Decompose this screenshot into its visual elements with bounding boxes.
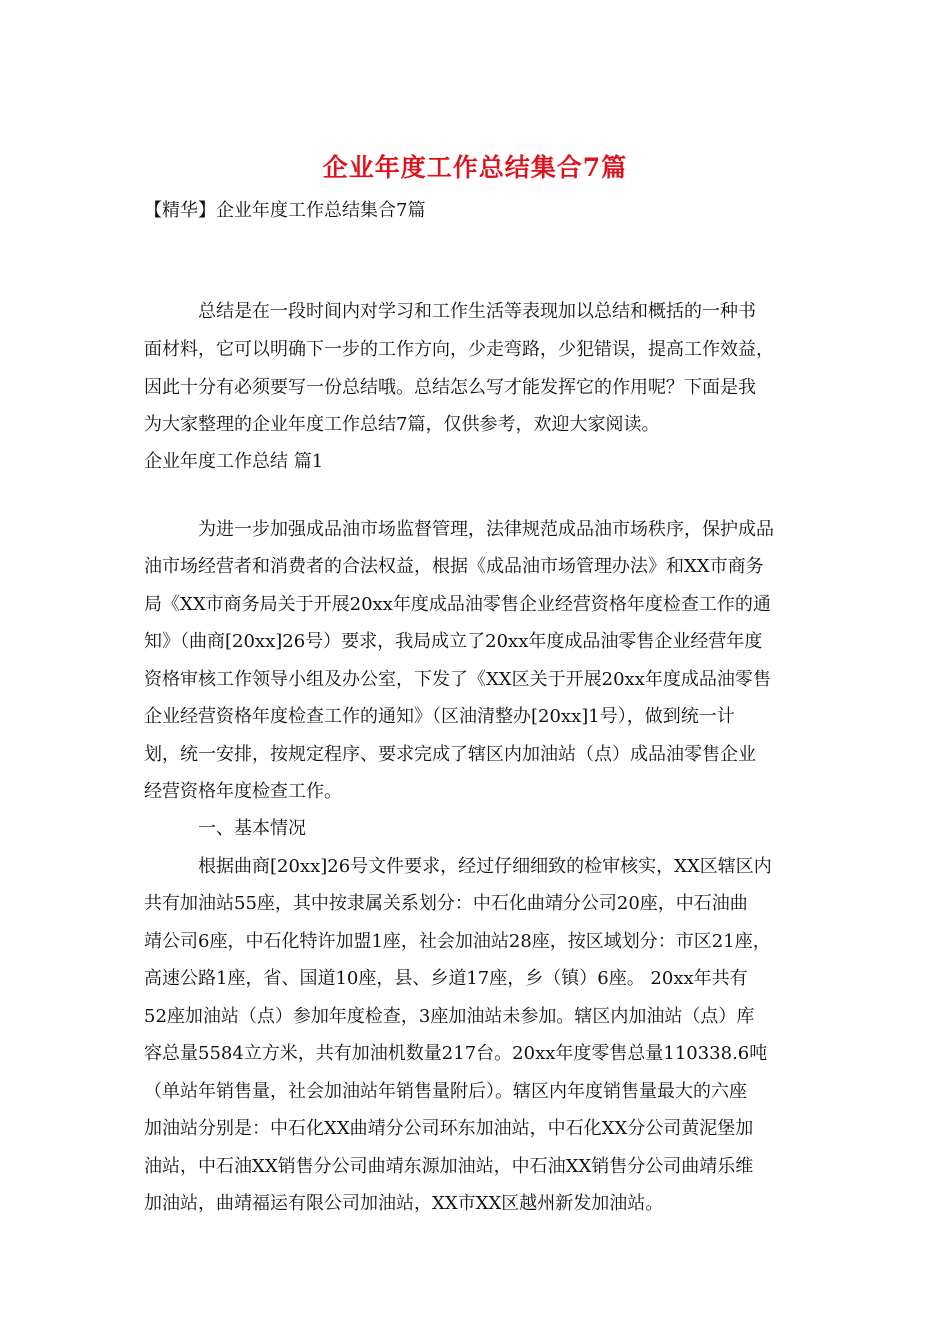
section-heading: 企业年度工作总结 篇1 <box>144 451 324 472</box>
body-line: 油站，中石油XX销售分公司曲靖东源加油站，中石油XX销售分公司曲靖乐维 <box>144 1156 754 1177</box>
body-line: 面材料，它可以明确下一步的工作方向，少走弯路，少犯错误，提高工作效益， <box>144 339 774 360</box>
body-line: 局《XX市商务局关于开展20xx年度成品油零售企业经营资格年度检查工作的通 <box>144 594 771 615</box>
body-line: 52座加油站（点）参加年度检查，3座加油站未参加。辖区内加油站（点）库 <box>144 1006 755 1027</box>
body-line: 企业经营资格年度检查工作的通知》（区油清整办[20xx]1号），做到统一计 <box>144 706 735 727</box>
body-line: 高速公路1座，省、国道10座，县、乡道17座，乡（镇）6座。 20xx年共有 <box>144 968 748 989</box>
body-line: 为大家整理的企业年度工作总结7篇，仅供参考，欢迎大家阅读。 <box>144 414 660 435</box>
document-title: 企业年度工作总结集合7篇 <box>322 153 628 182</box>
body-line: 加油站分别是：中石化XX曲靖分公司环东加油站，中石化XX分公司黄泥堡加 <box>144 1118 754 1139</box>
body-line: 油市场经营者和消费者的合法权益，根据《成品油市场管理办法》和XX市商务 <box>144 556 764 577</box>
subsection-heading: 一、基本情况 <box>144 818 306 839</box>
body-line: 经营资格年度检查工作。 <box>144 781 342 802</box>
body-line: 容总量5584立方米，共有加油机数量217台。20xx年度零售总量110338.6吨 <box>144 1043 768 1064</box>
body-line: （单站年销售量，社会加油站年销售量附后）。辖区内年度销售量最大的六座 <box>144 1081 747 1102</box>
body-line: 共有加油站55座，其中按隶属关系划分：中石化曲靖分公司20座，中石油曲 <box>144 893 748 914</box>
body-line: 划，统一安排，按规定程序、要求完成了辖区内加油站（点）成品油零售企业 <box>144 744 756 765</box>
body-line: 靖公司6座，中石化特许加盟1座，社会加油站28座，按区域划分：市区21座， <box>144 931 771 952</box>
body-line: 加油站，曲靖福运有限公司加油站，XX市XX区越州新发加油站。 <box>144 1193 664 1214</box>
body-line: 资格审核工作领导小组及办公室，下发了《XX区关于开展20xx年度成品油零售 <box>144 669 771 690</box>
body-line: 根据曲商[20xx]26号文件要求，经过仔细细致的检审核实，XX区辖区内 <box>144 856 772 877</box>
document-subtitle: 【精华】企业年度工作总结集合7篇 <box>144 200 426 221</box>
body-line: 因此十分有必须要写一份总结哦。总结怎么写才能发挥它的作用呢？下面是我 <box>144 377 756 398</box>
body-line: 总结是在一段时间内对学习和工作生活等表现加以总结和概括的一种书 <box>144 301 756 322</box>
body-line: 知》（曲商[20xx]26号）要求，我局成立了20xx年度成品油零售企业经营年度 <box>144 631 763 652</box>
body-line: 为进一步加强成品油市场监督管理，法律规范成品油市场秩序，保护成品 <box>144 519 774 540</box>
